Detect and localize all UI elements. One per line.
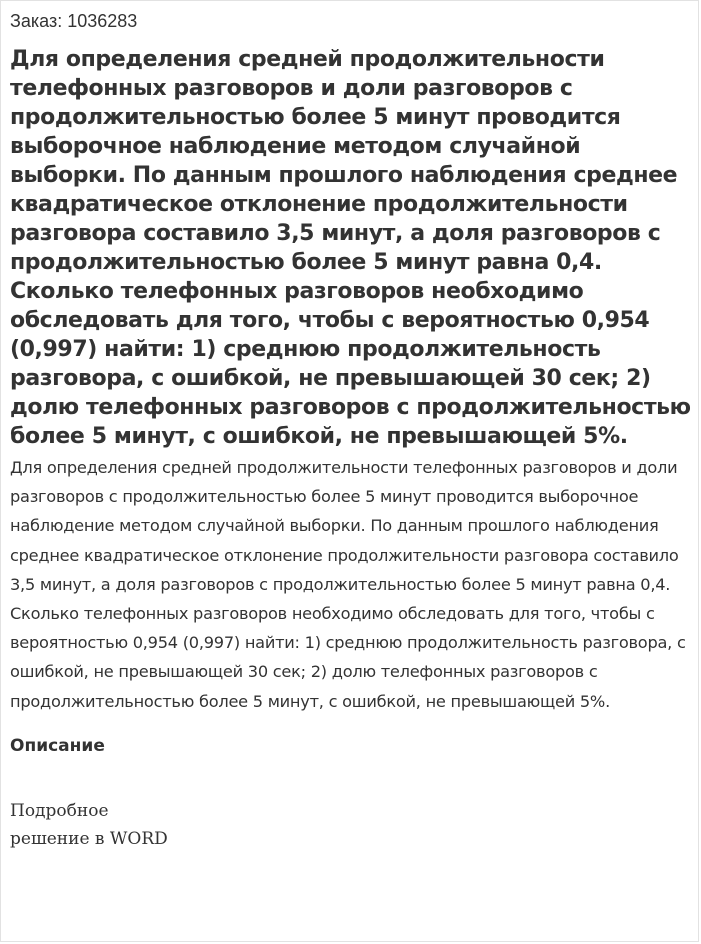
- description-line-2: решение в WORD: [10, 828, 168, 849]
- task-title: Для определения средней продолжительности телефонных разговоров и доли разговоров с продолжительностью более 5 минут проводится выборочное наблюдение методом случайной выборки. По данным прошлого наблюдения среднее квадратическое отклонение продолжительности разговора составило 3,5 минут, а доля разговоров с продолжительностью более 5 минут равна 0,4. Сколько телефонных разговоров необходимо обследовать для того, чтобы с вероятностью 0,954 (0,997) найти: 1) среднюю продолжительность разговора, с ошибкой, не превышающей 30 сек; 2) долю телефонных разговоров с продолжительностью более 5 минут, с ошибкой, не превышающей 5%.: [10, 47, 691, 449]
- task-text: Для определения средней продолжительности телефонных разговоров и доли разговоров с продолжительностью более 5 минут проводится выборочное наблюдение методом случайной выборки. По данным прошлого наблюдения среднее квадратическое отклонение продолжительности разговора составило 3,5 минут, а доля разговоров с продолжительностью более 5 минут равна 0,4. Сколько телефонных разговоров необходимо обследовать для того, чтобы с вероятностью 0,954 (0,997) найти: 1) среднюю продолжительность разговора, с ошибкой, не превышающей 30 сек; 2) долю телефонных разговоров с продолжительностью более 5 минут, с ошибкой, не превышающей 5%.: [10, 458, 686, 711]
- description-heading: Описание: [10, 735, 105, 756]
- content-area: [10, 1, 694, 853]
- description-line-1: Подробное: [10, 800, 109, 821]
- description-text: [10, 797, 694, 853]
- order-number: Заказ: 1036283: [10, 11, 138, 31]
